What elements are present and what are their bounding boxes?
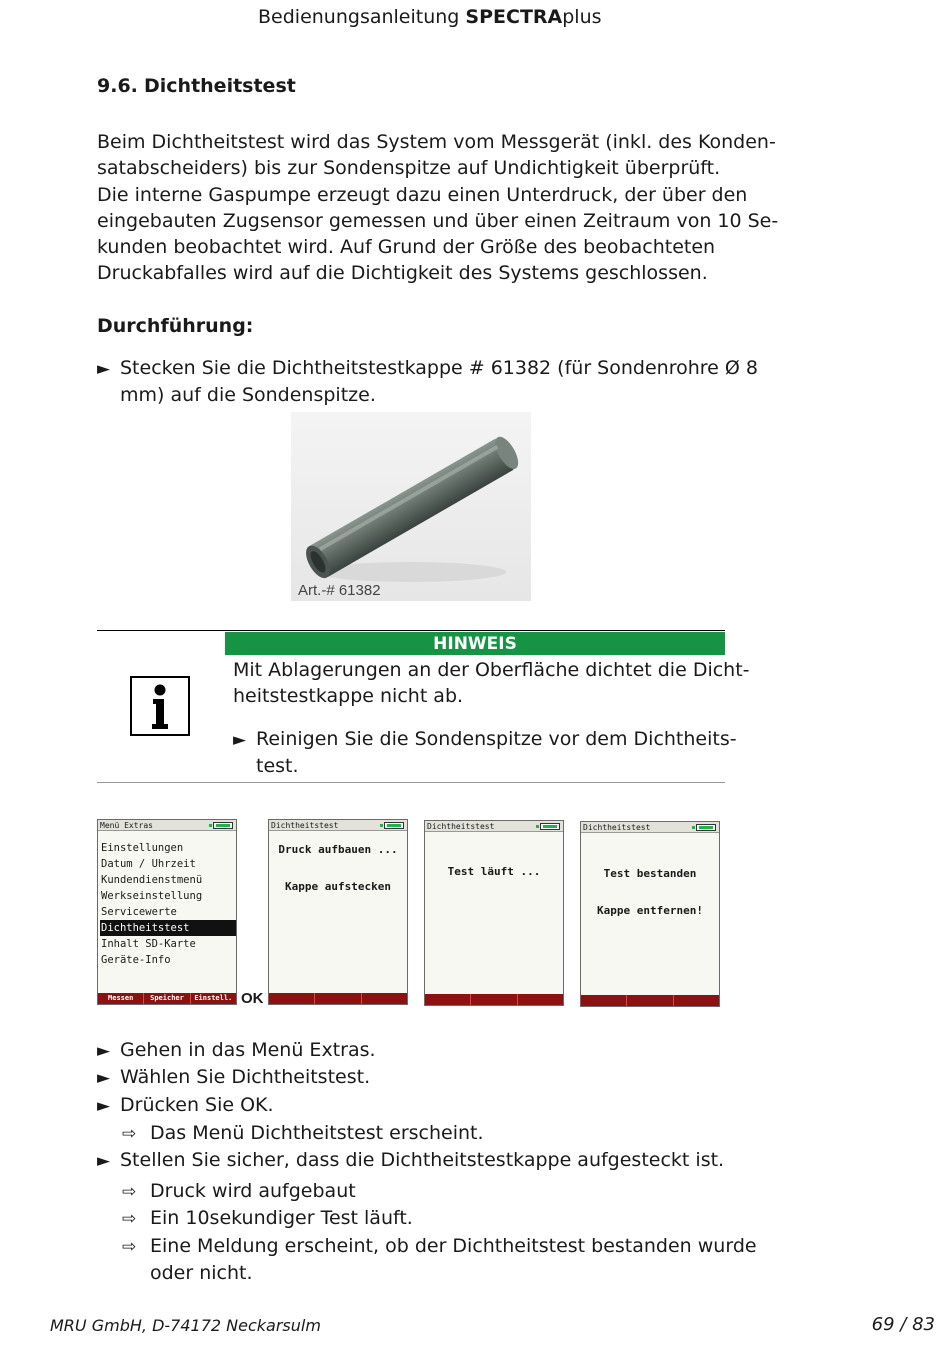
result-arrow-icon: ⇨	[122, 1124, 137, 1144]
intro-line: eingebauten Zugsensor gemessen und über einen Zeitraum von 10 Se-	[97, 209, 779, 232]
result-arrow-icon: ⇨	[122, 1209, 137, 1230]
note-heading: HINWEIS	[225, 632, 725, 655]
softkey-einstell[interactable]: Einstell.	[194, 994, 233, 1002]
results-list	[122, 1178, 757, 1286]
menu-item[interactable]: Werkseinstellung	[101, 890, 203, 902]
device-screen-running	[424, 820, 564, 1006]
note-text-line: Mit Ablagerungen an der Oberfläche dichtet die Dicht-	[233, 659, 750, 681]
intro-line: Druckabfalles wird auf die Dichtigkeit des Systems geschlossen.	[97, 262, 708, 285]
bullet-arrow-icon: ►	[97, 1041, 111, 1061]
menu-item[interactable]: Servicewerte	[101, 906, 177, 918]
softkey[interactable]	[518, 994, 563, 1005]
step-text: Gehen in das Menü Extras.	[120, 1039, 376, 1061]
step-1	[97, 355, 758, 409]
result-arrow-icon: ⇨	[122, 1182, 137, 1202]
menu-item[interactable]: Geräte-Info	[101, 954, 171, 966]
header-brand: SPECTRA	[465, 6, 563, 28]
screen-title: Menü Extras	[98, 820, 236, 831]
screen-message: Test läuft ...	[447, 865, 541, 878]
info-icon	[130, 676, 190, 736]
result-item	[122, 1205, 757, 1232]
battery-icon	[540, 823, 560, 830]
softkey[interactable]	[425, 994, 471, 1005]
screen-title: Dichtheitstest	[425, 821, 563, 832]
softkey[interactable]	[674, 995, 719, 1006]
step-item	[97, 1064, 376, 1091]
intro-line: Beim Dichtheitstest wird das System vom Messgerät (inkl. des Konden-	[97, 131, 776, 153]
softkey[interactable]	[362, 993, 407, 1004]
battery-icon	[696, 824, 716, 831]
result-arrow-icon: ⇨	[122, 1236, 137, 1257]
step-item	[97, 1147, 724, 1174]
result-text: Druck wird aufgebaut	[150, 1180, 356, 1202]
bullet-arrow-icon: ►	[97, 1151, 111, 1171]
intro-paragraph	[97, 129, 779, 287]
steps-list	[97, 1037, 376, 1119]
softkey-bar	[581, 995, 719, 1006]
step-text: Wählen Sie Dichtheitstest.	[120, 1066, 371, 1089]
device-screen-pressure	[268, 819, 408, 1005]
battery-icon	[213, 822, 233, 829]
note-text-line: heitstestkappe nicht ab.	[233, 685, 464, 708]
note-text	[233, 657, 750, 710]
menu-list	[100, 840, 236, 968]
softkey[interactable]	[627, 995, 673, 1006]
photo-caption: Art.-# 61382	[298, 582, 381, 599]
step-text: Stellen Sie sicher, dass die Dichtheitstestkappe aufgesteckt ist.	[120, 1149, 725, 1171]
step-1-line2: mm) auf die Sondenspitze.	[120, 384, 376, 407]
result-text: Eine Meldung erscheint, ob der Dichtheitstest bestanden wurde	[150, 1234, 757, 1257]
intro-line: kunden beobachtet wird. Auf Grund der Größe des beobachteten	[97, 236, 716, 259]
menu-item[interactable]: Inhalt SD-Karte	[101, 938, 196, 950]
result-text-continued: oder nicht.	[150, 1261, 253, 1284]
screen-message: Druck aufbauen ...	[278, 843, 398, 856]
step-text: Drücken Sie OK.	[120, 1093, 274, 1116]
bullet-arrow-icon: ►	[97, 359, 111, 379]
softkey[interactable]	[471, 994, 517, 1005]
softkey[interactable]	[581, 995, 627, 1006]
softkey[interactable]	[315, 993, 361, 1004]
bullet-arrow-icon: ►	[97, 1095, 111, 1116]
note-bullet-line2: test.	[256, 755, 299, 778]
screen-title: Dichtheitstest	[269, 820, 407, 831]
step-item	[97, 1092, 376, 1119]
note-bottom-rule	[97, 782, 725, 783]
step-1-line1: Stecken Sie die Dichtheitstestkappe # 61382 (für Sondenrohre Ø 8	[120, 357, 758, 379]
note-top-rule	[97, 630, 725, 631]
section-title: Dichtheitstest	[144, 75, 296, 97]
device-screen-passed	[580, 821, 720, 1007]
result-item	[122, 1120, 484, 1147]
battery-icon	[384, 822, 404, 829]
intro-line: satabscheiders) bis zur Sondenspitze auf Undichtigkeit überprüft.	[97, 157, 721, 180]
result-item	[122, 1233, 757, 1260]
softkey-bar	[269, 993, 407, 1004]
menu-item[interactable]: Einstellungen	[101, 842, 184, 854]
screen-title: Dichtheitstest	[581, 822, 719, 833]
footer-company: MRU GmbH, D-74172 Neckarsulm	[50, 1316, 321, 1335]
screen-message: Test bestanden	[603, 867, 697, 880]
menu-item[interactable]: Datum / Uhrzeit	[101, 858, 196, 870]
result-text: Ein 10sekundiger Test läuft.	[150, 1207, 413, 1230]
bullet-arrow-icon: ►	[97, 1068, 111, 1089]
softkey-speicher[interactable]: Speicher	[144, 993, 190, 1004]
softkey-bar	[98, 993, 236, 1004]
intro-line: Die interne Gaspumpe erzeugt dazu einen Unterdruck, der über den	[97, 183, 748, 206]
result-text: Das Menü Dichtheitstest erscheint.	[150, 1122, 484, 1144]
screen-message: Kappe entfernen!	[597, 904, 703, 917]
bullet-arrow-icon: ►	[233, 730, 247, 750]
menu-item-selected[interactable]: Dichtheitstest	[100, 920, 236, 936]
softkey-bar	[425, 994, 563, 1005]
test-cap-tube-image	[291, 412, 531, 601]
procedure-heading: Durchführung:	[97, 315, 254, 337]
test-cap-photo	[291, 412, 531, 601]
page-number: 69 / 83	[871, 1314, 935, 1335]
page-header	[258, 6, 602, 28]
section-number: 9.6.	[97, 75, 138, 97]
note-bullet-line1: Reinigen Sie die Sondenspitze vor dem Dichtheits-	[256, 728, 737, 750]
note-bullet	[233, 726, 737, 780]
softkey[interactable]	[269, 993, 315, 1004]
result-item	[122, 1178, 757, 1205]
screen-message: Kappe aufstecken	[285, 880, 391, 893]
menu-item[interactable]: Kundendienstmenü	[101, 874, 203, 886]
ok-key-label: OK	[241, 990, 264, 1007]
softkey-messen[interactable]: Messen	[98, 993, 144, 1004]
header-prefix: Bedienungsanleitung	[258, 6, 466, 28]
device-screen-menu	[97, 819, 237, 1005]
step-item	[97, 1037, 376, 1064]
header-brand-suffix: plus	[562, 6, 602, 28]
section-heading	[97, 75, 296, 97]
